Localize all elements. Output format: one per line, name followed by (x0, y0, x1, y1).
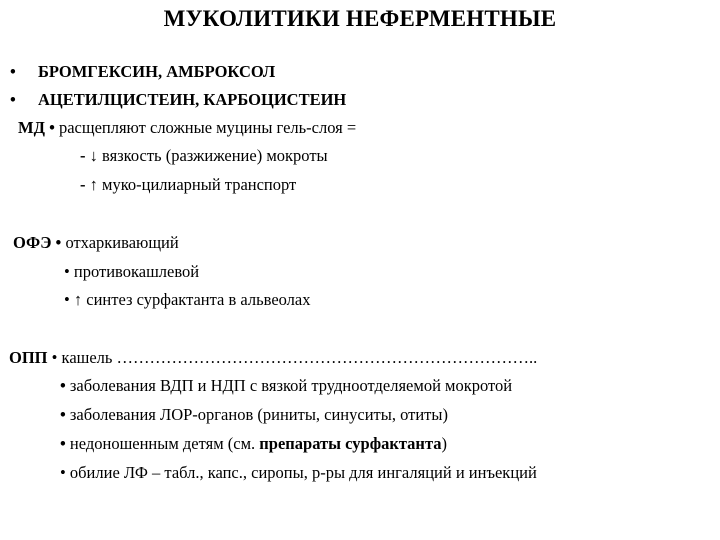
md-line (18, 118, 356, 138)
bullet-icon: • (51, 348, 58, 367)
md-sub-1 (80, 146, 328, 166)
bullet-icon: • (55, 233, 62, 252)
opp-premature-after: ) (441, 434, 447, 453)
opp-line-5 (60, 463, 537, 483)
bullet-icon: • (49, 118, 55, 137)
opp-line-2 (60, 376, 512, 396)
md-sub-text: муко-цилиарный транспорт (102, 175, 297, 194)
ofe-item: противокашлевой (73, 262, 200, 281)
opp-premature-bold: препараты сурфактанта (259, 434, 442, 453)
bullet-icon: • (60, 463, 66, 482)
opp-line-3 (60, 405, 448, 425)
ofe-line-3 (64, 290, 311, 310)
bullet-icon: • (10, 90, 16, 109)
md-text: расщепляют сложные муцины гель-слоя = (58, 118, 357, 137)
md-sub-2 (80, 175, 296, 195)
slide-title: МУКОЛИТИКИ НЕФЕРМЕНТНЫЕ (163, 6, 557, 31)
arrow-up-icon: - ↑ (80, 175, 98, 194)
opp-label: ОПП (9, 348, 48, 367)
bullet-icon: • (10, 62, 16, 81)
opp-item: заболевания ЛОР-органов (риниты, синуситы, отиты) (69, 405, 448, 424)
opp-item: кашель ………………………………………………………………….. (61, 348, 538, 367)
ofe-line-2 (64, 262, 199, 282)
drug-item-1 (10, 62, 275, 82)
bullet-icon: • (60, 434, 66, 453)
ofe-label: ОФЭ (13, 233, 52, 252)
ofe-item: отхаркивающий (65, 233, 179, 252)
md-sub-text: вязкость (разжижение) мокроты (102, 146, 328, 165)
md-label: МД (18, 118, 45, 137)
drug-name: БРОМГЕКСИН, АМБРОКСОЛ (38, 62, 276, 81)
drug-item-2 (10, 90, 346, 110)
drug-name: АЦЕТИЛЦИСТЕИН, КАРБОЦИСТЕИН (38, 90, 347, 109)
arrow-down-icon: - ↓ (80, 146, 98, 165)
bullet-icon: • (60, 376, 66, 395)
opp-premature-before: недоношенным детям (см. (69, 434, 260, 453)
opp-item: заболевания ВДП и НДП с вязкой трудноотделяемой мокротой (69, 376, 513, 395)
ofe-line (13, 233, 179, 253)
opp-line-4 (60, 434, 447, 454)
ofe-item: ↑ синтез сурфактанта в альвеолах (73, 290, 311, 309)
bullet-icon: • (60, 405, 66, 424)
bullet-icon: • (64, 290, 70, 309)
opp-forms: обилие ЛФ – табл., капс., сиропы, р-ры для ингаляций и инъекций (69, 463, 537, 482)
bullet-icon: • (64, 262, 70, 281)
opp-line (9, 348, 537, 368)
